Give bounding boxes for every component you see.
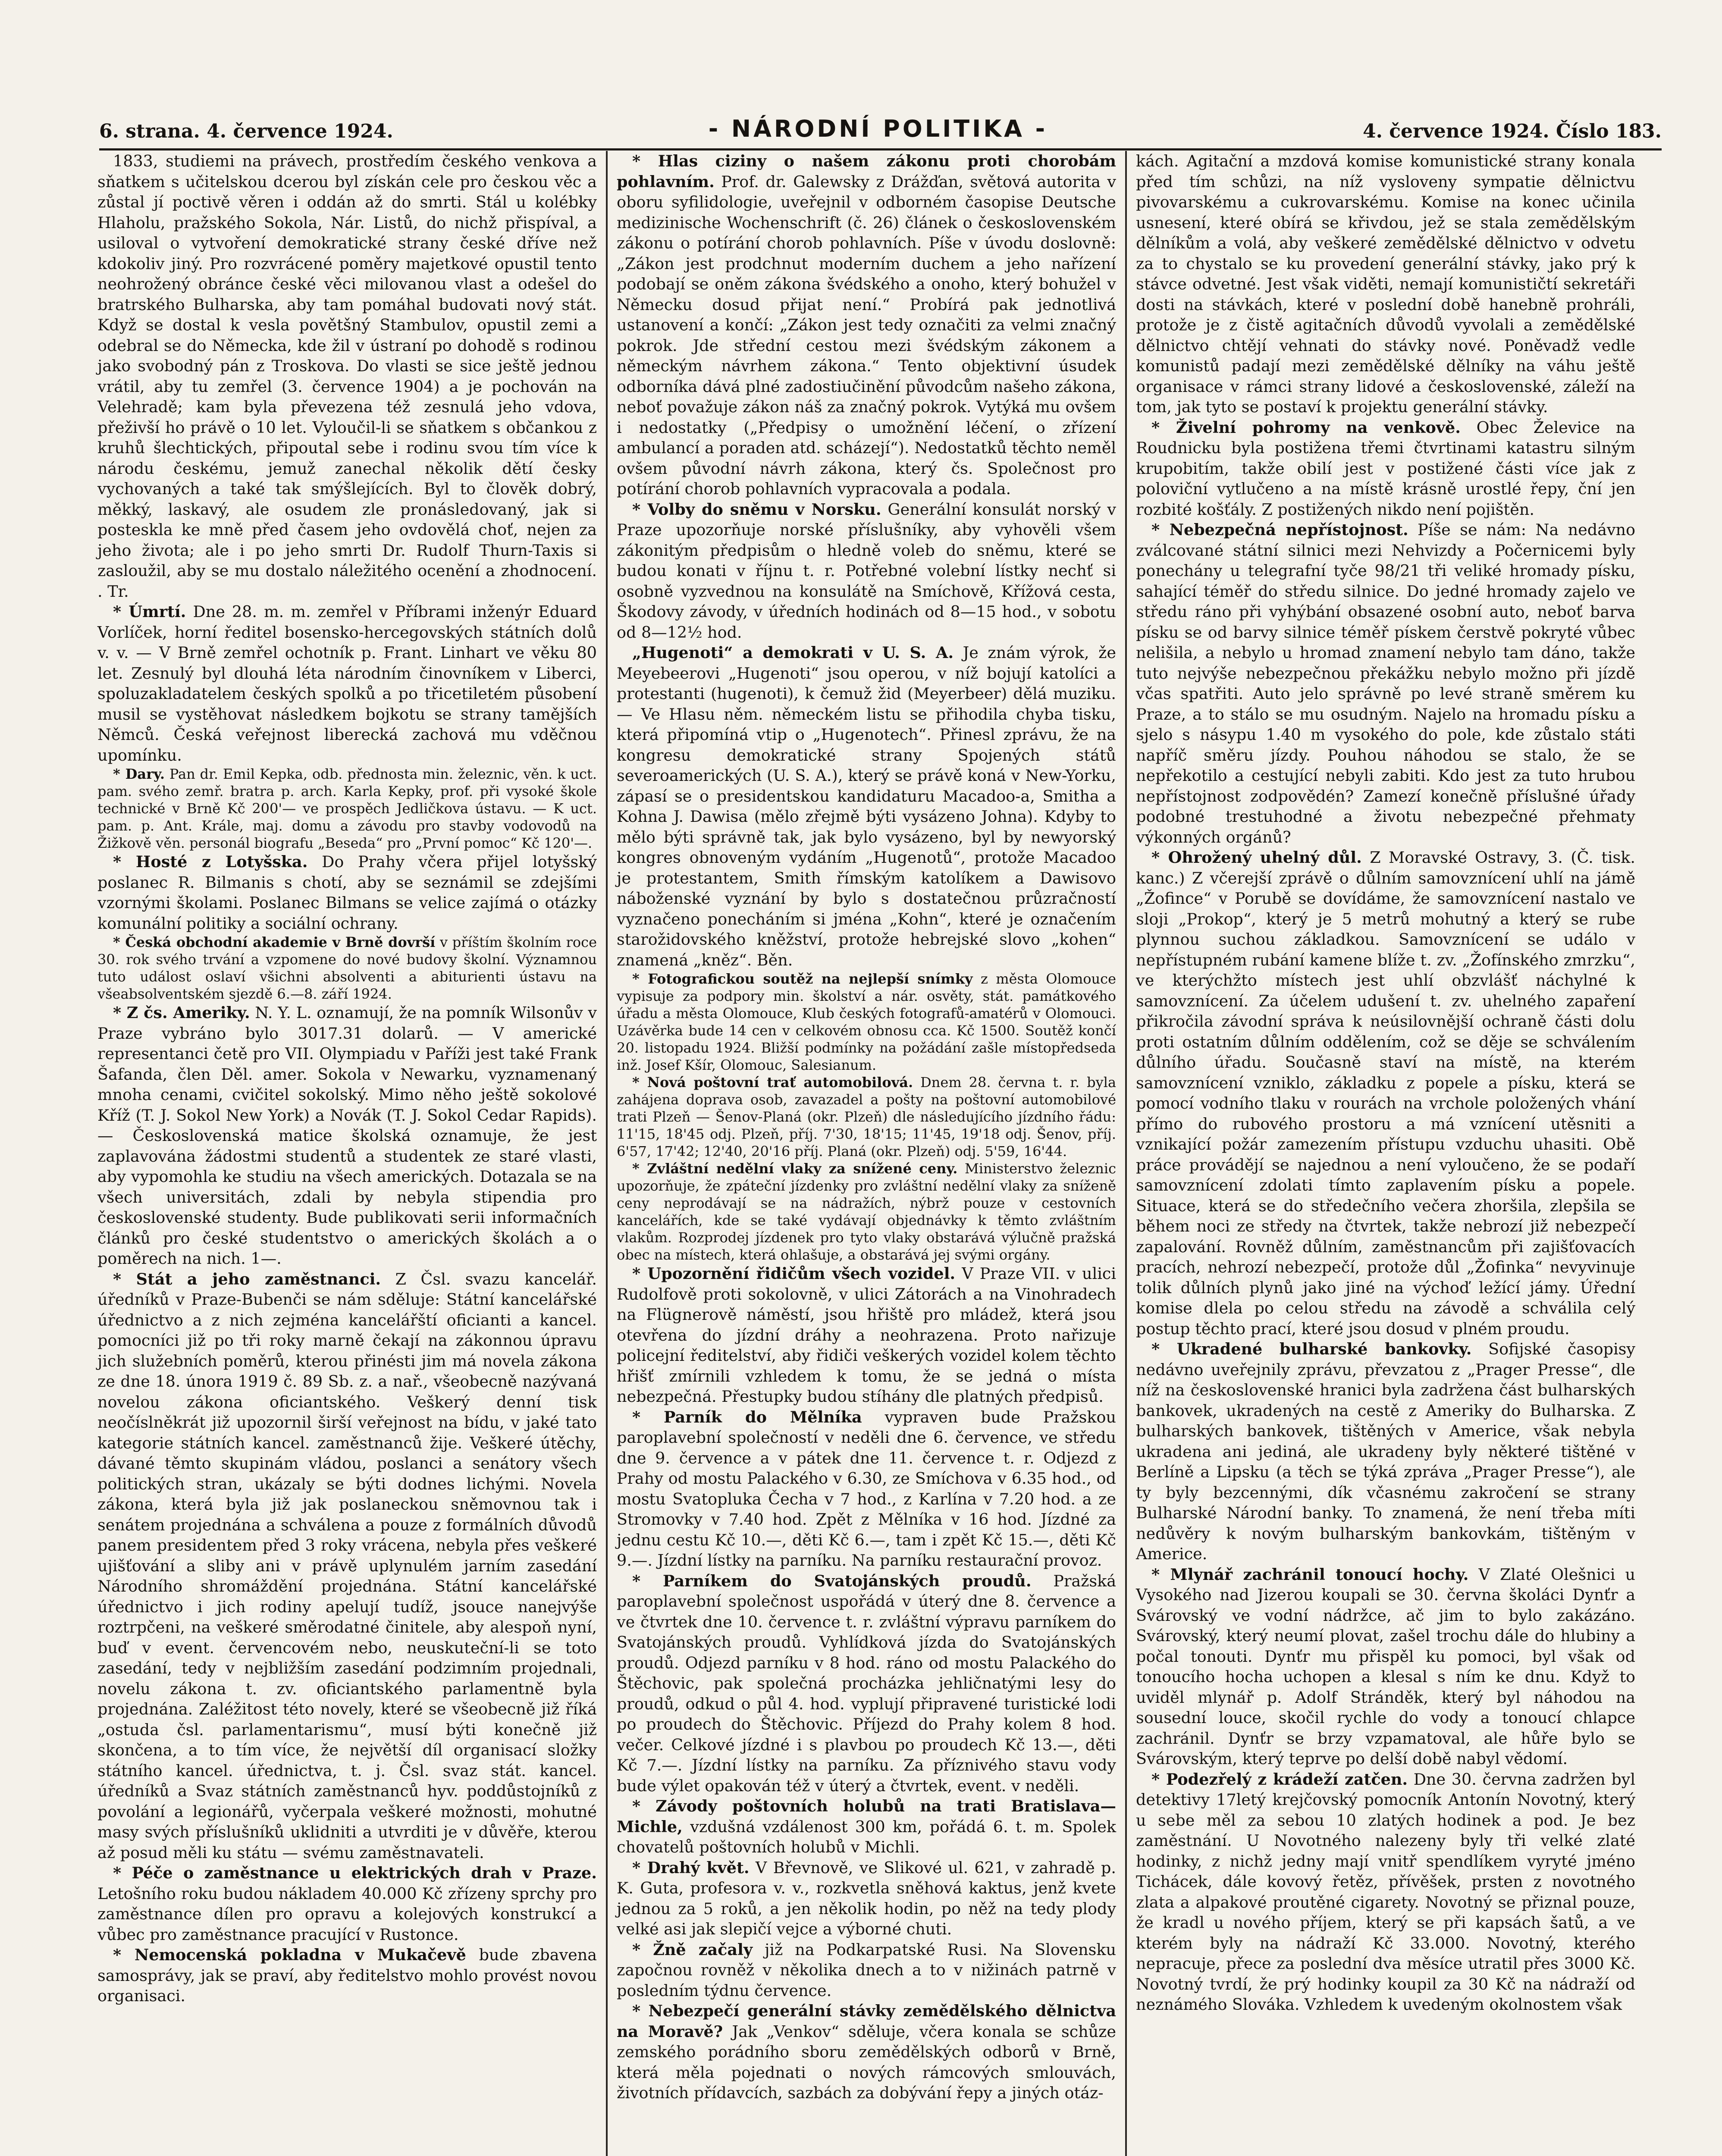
article-paragraph: [617, 1796, 1116, 1858]
article-text: V Praze VII. v ulici Rudolfově proti sokolovně, v ulici Zátorách a na Vinohradech na Flügnerově náměstí, jsou hřiště pro mládež, která jsou otevřena do jízdní dráhy a neohrazena. Proto nařizuje policejní ředitelství, aby řidiči veškerých vozidel kolem těchto hřišť zmírnili vzhledem k tomu, že se jedná o místa nebezpečná. Přestupky budou stíhány dle platných předpisů.: [617, 1264, 1116, 1406]
article-paragraph: [617, 2001, 1116, 2103]
article-heading: „Hugenoti“ a demokrati v U. S. A.: [632, 643, 954, 662]
article-text: Pan dr. Emil Kepka, odb. přednosta min. železnic, věn. k uct. pam. svého zemř. bratra p. arch. Karla Kepky, prof. při vysoké škole technické v Brně Kč 200'— ve prospěch Jedličkova ústavu. — K uct. pam. p. Ant. Krále, maj. domu a závodu pro stavby vodovodů na Žižkově věn. personál biografu „Beseda“ pro „První pomoc“ Kč 120'—.: [97, 766, 597, 851]
article-heading: * Hosté z Lotyšska.: [113, 852, 308, 871]
article-text: v příštím školním roce 30. rok svého trvání a vzpomene do nové budovy školní. Významnou tuto událost oslaví všichni absolventi a abiturienti ústavu na všeabsolventském sjezdě 6.—8. září 1924.: [97, 934, 597, 1002]
article-paragraph: [617, 970, 1116, 1074]
article-heading: * Drahý květ.: [632, 1858, 750, 1877]
article-heading: * Nebezpečná nepřístojnost.: [1151, 520, 1408, 539]
article-text: Obec Želevice na Roudnicku byla postižena třemi čtvrtinami katastru silným krupobitím, takže obilí jest v postižené části více jak z poloviční vytlučeno a na místě krásně urostlé řepy, ční jen rozbité košťály. Z postižených nikdo není pojištěn.: [1136, 418, 1635, 519]
column-rule: [606, 151, 608, 2156]
article-text: Pražská paroplavební společnost uspořádá v úterý dne 8. července a ve čtvrtek dne 10. července t. r. zvláštní výpravu parníkem do Svatojánských proudů. Vyhlídková jízda do Svatojánských proudů. Odjezd parníku v 8 hod. ráno od mostu Palackého do Štěchovic, pak společná procházka jehličnatými lesy do proudů, odkud o půl 4. hod. vyplují připravené turistické lodi po proudech do Štěchovic. Příjezd do Prahy kolem 8 hod. večer. Celkové jízdné i s plavbou po proudech Kč 13.—, děti Kč 7.—. Jízdní lístky na parníku. Za příznivého stavu vody bude výlet opakován též v úterý a čtvrtek, event. v neděli.: [617, 1571, 1116, 1795]
article-text: již na Podkarpatské Rusi. Na Slovensku započnou rovněž v několika dnech a to v nižinách patrně v posledním týdnu července.: [617, 1940, 1116, 2000]
article-text: 1833, studiemi na právech, prostředím českého venkova a sňatkem s učitelskou dcerou byl získán cele pro českou věc a zůstal jí poctivě věren i oddán až do smrti. Stál u kolébky Hlaholu, pražského Sokola, Nár. Listů, do nichž přispíval, a usiloval o vytvoření demokratické strany české dříve než kdokoliv jiný. Pro rozvrácené poměry majetkové opustil tento neohrožený obránce české věci milovanou vlast a odešel do bratrského Bulharska, aby tam pomáhal budovati nový stát. Když se dostal k vesla povětšný Stambulov, opustil zemi a odebral se do Německa, kde žil v ústraní po dohodě s rodinou jako svobodný pán z Troskova. Do vlasti se sice ještě jednou vrátil, aby tu zemřel (3. července 1904) a je pochován na Velehradě; kam byla převezena též zesnulá jeho vdova, přeživší ho právě o 10 let. Vyloučil-li se sňatkem s občankou z kruhů šlechtických, připoutal sebe i rodinu svou tím více k národu českému, jemuž zanechal několik dětí česky vychovaných a také tak smýšlejících. Byl to člověk dobrý, měkký, laskavý, ale osudem zle pronásledovaný, jak si posteskla ke mně před časem jeho ovdovělá choť, nejen za jeho života; ale i po jeho smrti Dr. Rudolf Thurn-Taxis si zasloužil, aby se mu dostalo náležitého ocenění a zhodnocení. . Tr.: [97, 152, 597, 601]
article-heading: * Nebezpečí generální stávky zemědělského dělnictva na Moravě?: [617, 2002, 1116, 2041]
article-paragraph: [1136, 417, 1635, 520]
article-text: Dnem 28. června t. r. byla zahájena doprava osob, zavazadel a pošty na poštovní automobilové trati Plzeň — Šenov-Planá (okr. Plzeň) dle následujícího jízdního řádu: 11'15, 18'45 odj. Plzeň, příj. 7'30, 18'15; 11'45, 19'18 odj. Šenov, příj. 6'57, 17'42; 12'40, 20'16 příj. Planá (okr. Plzeň) odj. 5'59, 16'44.: [617, 1074, 1117, 1159]
article-heading: * Parníkem do Svatojánských proudů.: [632, 1571, 1032, 1590]
article-heading: * Stát a jeho zaměstnanci.: [113, 1269, 381, 1288]
article-paragraph: [1136, 1769, 1635, 2015]
article-heading: * Ohrožený uhelný důl.: [1151, 848, 1362, 867]
article-heading: * Hlas ciziny o našem zákonu proti chorobám pohlavním.: [617, 152, 1116, 191]
article-paragraph: [617, 499, 1116, 643]
article-paragraph: [617, 1160, 1116, 1263]
article-paragraph: [617, 1074, 1116, 1160]
article-text: vzdušná vzdálenost 300 km, pořádá 6. t. m. Spolek chovatelů poštovních holubů v Michli.: [617, 1817, 1116, 1856]
article-paragraph: [1136, 520, 1635, 847]
article-text: Dne 30. června zadržen byl detektivy 17letý krejčovský pomocník Antonín Novotný, který u sebe měl za sebou 10 zlatých hodinek a pod. Je bez zaměstnání. U Novotného nalezeny byly tři velké zlaté hodinky, z nichž jedny mají vnitř spendlíkem vyryté jméno Tichácek, dále kovový řetěz, přívěšek, prsten z novotného zlata a alpakové proutěné cigarety. Novotný se přiznal pouze, že kradl u nového příjem, který se při kapsách šatů, a ve kterém byly na nádraží Kč 33.000. Novotný, kterého nepracuje, přece za poslední dva měsíce utratil přes 3000 Kč. Novotný tvrdí, že prý hodinky koupil za 30 Kč na nádraží od neznámého Slováka. Vzhledem k uvedeným okolnostem však: [1136, 1770, 1635, 2014]
article-paragraph: [97, 852, 597, 934]
article-heading: * Mlynář zachránil tonoucí hochy.: [1151, 1565, 1469, 1584]
article-heading: * Žně začaly: [632, 1940, 753, 1959]
article-heading: * Z čs. Ameriky.: [113, 1003, 250, 1022]
article-paragraph: [97, 1269, 597, 1863]
article-text: Z Moravské Ostravy, 3. (Č. tisk. kanc.) Z včerejší zprávě o důlním samovznícení uhlí na jámě „Žofince“ v Porubě se dovídáme, že samovznícení nastalo ve sloji „Prokop“, který je 5 metrů mohutný a který se rube plynnou suchou základkou. Samovznícení se událo v nepřístupném rubání kamene blíže t. zv. „Žofínského zmrzku“, ve kterýchžto místech jest uhlí obzvlášť náchylné k samovznícení. Za účelem udušení t. zv. uhelného zapaření přikročila závodní správa k neúsilovnější ochraně části dolu proti ostatním důlním oddělením, což se děje se schválením důlního úřadu. Současně staví na místě, na kterém samovznícení vzniklo, základku z popele a písku, která se pomocí vodního tlaku v rourách na vrchole položených vhání přímo do rubového prostoru a má vznícení utěsniti a vznikající požár zamezením přístupu vzduchu uhasiti. Obě práce provádějí se najednou a není vyloučeno, že se podaří samovznícení zdolati tímto zaplavením písku a popele. Situace, která se do středečního večera zhoršila, zlepšila se během noci ze středy na čtvrtek, takže nebrozí již nebezpečí zapalování. Rovněž důlním, zaměstnancům při zajišťovacích pracích, nehrozí nebezpečí, protože důl „Žofinka“ nevyvinuje tolik důlních plynů jako jiné na výchoď ležící jámy. Úřední komise dlela po celou středu na závodě a schválila celý postup těchto prací, které jsou dosud v plném proudu.: [1136, 848, 1635, 1338]
column-2: [610, 151, 1123, 2156]
article-text: Ministerstvo železnic upozorňuje, že zpáteční jízdenky pro zvláštní nedělní vlaky za sníženě ceny neprodávají se na nádražích, nýbrž pouze v cestovních kancelářích, kde se také vydávají objednávky k těmto zvláštním vlakům. Rozprodej jízdenek pro tyto vlaky obstarává výlučně pražská obec na místech, která ohlašuje, a obstarává jej svými orgány.: [617, 1160, 1117, 1263]
column-rule: [1125, 151, 1127, 2156]
header-left: 6. strana. 4. července 1924.: [99, 120, 393, 142]
article-paragraph: [617, 642, 1116, 970]
article-heading: * Volby do sněmu v Norsku.: [632, 500, 881, 519]
article-text: Dne 28. m. m. zemřel v Příbrami inženýr Eduard Vorlíček, horní ředitel bosensko-hercegovských státních dolů v. v. — V Brně zemřel ochotník p. Frant. Linhart ve věku 80 let. Zesnulý byl dlouhá léta národním činovníkem v Liberci, spoluzakladatelem českých spolků a po třicetiletém působení musil se vystěhovat následkem bojkotu se strany tamějších Němců. Česká veřejnost liberecká zachová mu vděčnou upomínku.: [97, 602, 597, 765]
article-paragraph: [617, 1407, 1116, 1571]
article-text: Do Prahy včera přijel lotyšský poslanec R. Bilmanis s chotí, aby se seznámil se zdejšími vzornými školami. Poslanec Bilmans se velice zajímá o otázky komunální politiky a sociální ochrany.: [97, 852, 597, 933]
article-paragraph: [1136, 1339, 1635, 1564]
article-heading: * Dary.: [113, 766, 165, 782]
article-paragraph: [97, 1003, 597, 1269]
article-text: Je znám výrok, že Meyebeerovi „Hugenoti“ jsou operou, v níž bojují katolíci a protestanti (hugenoti), k čemuž žid (Meyerbeer) dělá muziku. — Ve Hlasu něm. německém listu se přihodila chyba tisku, která připomíná vtip o „Hugenotech“. Přinesl zprávu, že na kongresu demokratické strany Spojených států severoamerických (U. S. A.), který se právě koná v New-Yorku, zápasí se o presidentskou kandidaturu Macadoo-a, Smitha a Kohna J. Dawisa (mělo zřejmě býti vysázeno Johna). Kdyby to mělo býti správně tak, jak bylo vysázeno, byl by newyorský kongres obnoveným vydáním „Hugenotů“, protože Macadoo je protestantem, Smith římským katolíkem a Dawisovo náboženské vyznání by bylo s dostatečnou průzračností vyznačeno ponecháním si jména „Kohn“, které je označením starožidovského kněžství, protože hebrejské slovo „kohen“ znamená „kněz“. Běn.: [617, 643, 1116, 969]
article-heading: * Zvláštní nedělní vlaky za snížené ceny.: [632, 1160, 958, 1177]
article-heading: * Závody poštovních holubů na trati Bratislava—Michle,: [617, 1797, 1116, 1836]
page-header: [99, 108, 1662, 150]
article-paragraph: [1136, 151, 1635, 417]
article-text: z města Olomouce vypisuje za podpory min. školství a nár. osvěty, stát. památkového úřadu a města Olomouce, Klub českých fotografů-amatérů v Olomouci. Uzávěrka bude 14 cen v celkovém obnosu cca. Kč 1500. Soutěž končí 20. listopadu 1924. Bližší podmínky na požádání zašle místopředseda inž. Josef Kšír, Olomouc, Salesianum.: [617, 971, 1117, 1073]
columns: [91, 151, 1652, 2156]
article-heading: * Živelní pohromy na venkově.: [1151, 418, 1461, 437]
article-paragraph: [97, 1863, 597, 1945]
article-text: Letošního roku budou nákladem 40.000 Kč zřízeny sprchy pro zaměstnance dílen pro opravu a kolejových konstrukcí a vůbec pro zaměstnance pracující v Rustonce.: [97, 1884, 597, 1944]
header-right: 4. července 1924. Číslo 183.: [1362, 120, 1662, 142]
article-text: V Zlaté Olešnici u Vysokého nad Jizerou koupali se 30. června školáci Dynťr a Svárovský ve vodní nádržce, ač jim to bylo zakázáno. Svárovský, který neumí plovat, zašel trochu dále do hlubiny a počal tonouti. Dynťr mu přispěl ku pomoci, byl však od tonoucího hocha uchopen a klesal s ním ke dnu. Když to uviděl mlynář p. Adolf Stránděk, který byl náhodou na sousední louce, skočil rychle do vody a tonoucí chlapce zachránil. Dynťr se brzy vzpamatoval, ale hůře bylo se Svárovským, který teprve po delší době nabyl vědomí.: [1136, 1565, 1636, 1768]
article-paragraph: [617, 151, 1116, 499]
article-text: Píše se nám: Na nedávno zválcované státní silnici mezi Nehvizdy a Počernicemi byly ponechány u telegrafní tyče 98/21 tři veliké hromady písku, sahající téměř do středu silnice. Do jedné hromady zajelo ve středu ráno při vyhýbání obsazené osobní auto, neboť barva písku se od barvy silnice téměř pískem čerstvě pokryté vůbec nelišila, a nebylo u hromad znamení nebylo tam dáno, takže tuto nejvýše nebezpečnou překážku nebylo možno při jízdě včas spatřiti. Auto jelo správně po levé straně směrem ku Praze, a to stálo se mu osudným. Najelo na hromadu písku a sjelo s násypu 1.40 m vysokého do pole, kde zůstalo státi napříč směru jízdy. Pouhou náhodou se stalo, že se nepřekotilo a cestující nebyli zabiti. Kdo jest za tuto hrubou nepřístojnost zodpovědén? Zamezí konečně příslušné úřady podobné trestuhodné a životu nebezpečné přehmaty výkonných orgánů?: [1136, 520, 1635, 846]
article-paragraph: [97, 1945, 597, 2006]
article-paragraph: [97, 934, 597, 1003]
article-heading: * Nová poštovní trať automobilová.: [632, 1074, 913, 1091]
article-heading: * Upozornění řidičům všech vozidel.: [632, 1264, 956, 1283]
article-heading: * Nemocenská pokladna v Mukačevě: [113, 1946, 466, 1964]
article-text: vypraven bude Pražskou paroplavební společností v neděli dne 6. července, ve středu dne 9. července a v pátek dne 11. července t. r. Odjezd z Prahy od mostu Palackého v 6.30, ze Smíchova v 6.35 hod., od mostu Svatopluka Čecha v 7 hod., z Karlína v 7.20 hod. a ze Stromovky v 7.40 hod. Zpět z Mělníka v 16 hod. Jízdné za jednu cestu Kč 10.—, děti Kč 6.—, tam i zpět Kč 15.—, děti Kč 9.—. Jízdní lístky na parníku. Na parníku restaurační provoz.: [617, 1407, 1116, 1570]
article-heading: * Úmrtí.: [113, 602, 186, 621]
article-text: Z Čsl. svazu kancelář. úředníků v Praze-Bubenči se nám sděluje: Státní kancelářské úřednictvo a z nich zejména kancelářští oficianti a kancel. pomocníci již po tři roky marně čekají na zákonnou úpravu jich služebních poměrů, kterou přinésti jim má novela zákona ze dne 18. února 1919 č. 89 Sb. z. a nař., všeobecně nazývaná novelou zákona oficiantského. Veškerý denní tisk neočíslněkrát již upozornil širší veřejnost na bídu, v jaké tato kategorie státních kancel. zaměstnanců žije. Veškeré útěchy, dávané těmto skupinám vládou, poslanci a senátory všech politických stran, ukázaly se býti dodnes lichými. Novela zákona, která byla již jak poslaneckou sněmovnou tak i senátem projednána a schválena a pouze z formálních důvodů panem presidentem před 3 roky vrácena, nebyla přes veškeré ujišťování a sliby ani v právě uplynulém jarním zasedání Národního shromáždění projednána. Státní kancelářské úřednictvo i jich rodiny apelují tudíž, jsouce nanejvýše roztrpčeni, na veškeré směrodatné činitele, aby alespoň nyní, buď v event. červencovém nebo, neuskuteční-li se toto zasedání, tedy v nejbližším zasedání podzimním projednali, novelu zákona t. zv. oficiantského parlamentně byla projednána. Zaléžitost této novely, které se všeobecně již říká „ostuda čsl. parlamentarismu“, musí býti konečně již skončena, a to tím více, že největší díl organisací složky státního kancel. úřednictva, t. j. Čsl. svaz stát. kancel. úředníků a Svaz státních zaměstnanců hyv. poddůstojníků z povolání a legionářů, vyčerpala veškeré možnosti, mohutné masy svých příslušníků uklidniti a utvrditi je v důvěře, kterou až posud měli ku státu — svému zaměstnavateli.: [97, 1269, 597, 1862]
article-paragraph: [617, 1940, 1116, 2001]
article-text: Generální konsulát norský v Praze upozorňuje norské příslušníky, aby vyhověli všem zákonitým předpisům o hledně voleb do sněmu, které se budou konati v říjnu t. r. Potřebné volební lístky nechť si osobně vyzvednou na konsulátě na Smíchově, Křížová cesta, Škodovy závody, v úředních hodinách od 8—15 hod., v sobotu od 8—12½ hod.: [617, 500, 1116, 642]
article-heading: * Fotografickou soutěž na nejlepší snímky: [632, 971, 973, 987]
article-text: N. Y. L. oznamují, že na pomník Wilsonův v Praze vybráno bylo 3017.31 dolarů. — V americké representanci četě pro VII. Olympiadu v Paříži jest také Frank Šafanda, člen Děl. amer. Sokola v Newarku, vyznamenaný mnoha cenami, cvičitel sokolský. Mimo něho ještě sokolové Kříž (T. J. Sokol New York) a Novák (T. J. Sokol Cedar Rapids). — Československá matice školská oznamuje, že jest zaplavována žádostmi studentů a studentek ze staré vlasti, aby vypomohla ke studiu na všech amerických. Dotazala se na všech universitách, zdali by nebyla stipendia pro československé studenty. Bude publikovati serii informačních článků pro české studentstvo o amerických školách a o poměrech na nich. 1—.: [97, 1003, 597, 1268]
column-3: [1129, 151, 1642, 2156]
article-heading: * Česká obchodní akademie v Brně dovrší: [113, 934, 436, 950]
article-paragraph: [617, 1858, 1116, 1940]
article-paragraph: [1136, 847, 1635, 1339]
article-paragraph: [617, 1571, 1116, 1796]
article-text: bude zbavena samosprávy, jak se praví, aby ředitelstvo mohlo provést novou organisaci.: [97, 1946, 597, 2005]
article-text: Prof. dr. Galewsky z Drážďan, světová autorita v oboru syfilidologie, uveřejnil v odborném časopise Deutsche medizinische Wochenschrift (č. 26) článek o československém zákonu o potírání chorob pohlavních. Píše v úvodu doslovně: „Zákon jest prodchnut moderním duchem a jeho nařízení podobají se oněm zákona švédského a onoho, který bohužel v Německu dosud přijat není.“ Probírá pak jednotlivá ustanovení a končí: „Zákon jest tedy označiti za velmi značný pokrok. Jde střední cestou mezi švédským zákonem a německým návrhem zákona.“ Tento objektivní úsudek odborníka dává plné zadostiučinění původcům našeho zákona, neboť považuje zákon náš za značný pokrok. Vytýká mu ovšem i nedostatky („Předpisy o umožnění léčení, o zřízení ambulancí a poraden atd. scházejí“). Nedostatků těchto neměl ovšem původní návrh zákona, který čs. Společnost pro potírání chorob pohlavních vypracovala a podala.: [617, 172, 1117, 498]
article-heading: * Parník do Mělníka: [632, 1407, 862, 1426]
article-heading: * Péče o zaměstnance u elektrických drah v Praze.: [113, 1864, 597, 1882]
article-paragraph: [97, 602, 597, 765]
article-text: V Břevnově, ve Slikové ul. 621, v zahradě p. K. Guta, profesora v. v., rozkvetla sněhová kaktus, jenž kvete jednou za 5 roků, a jen několik hodin, po něž na tedy plody velké asi jak slepičí vejce a výborné chuti.: [617, 1858, 1116, 1938]
article-text: Sofijské časopisy nedávno uveřejnily zprávu, převzatou z „Prager Presse“, dle níž na československé hranici byla zadržena část bulharských bankovek, ukradených na cestě z Ameriky do Bulharska. Z bulharských bankovek, tištěných v Americe, však nebyla ukradena ani jediná, ale ukradeny byly některé tištěné v Berlíně a Lipsku (a těch se týká zpráva „Prager Presse“), ale ty byly bezcennými, dík včasnému zakročení se strany Bulharské Národní banky. To znamená, že není třeba míti nedůvěry k novým bulharským bankovkám, tištěným v Americe.: [1136, 1340, 1635, 1563]
masthead: - NÁRODNÍ POLITIKA -: [708, 115, 1048, 142]
column-1: [91, 151, 604, 2156]
article-text: kách. Agitační a mzdová komise komunistické strany konala před tím schůzi, na níž vysloveny sympatie dělnictvu pivovarskému a cukrovarskému. Komise na konec učinila usnesení, které obírá se křivdou, jež se stala zemědělským dělníkům a volá, aby veškeré zemědělské dělnictvo v odvetu za to chystalo se ku provedení generální stávky, jako prý k stávce odvetné. Jest však viděti, nemají komunističtí sekretáři dosti na stávkách, které v poslední době hanebně prohráli, protože je z čistě agitačních důvodů vyvolali a zemědělské dělnictvo chtějí vehnati do stávky nové. Poněvadž vedle komunistů padají mezi zemědělské dělníky na váhu ještě organisace v rámci strany lidové a československé, záleží na tom, jak tyto se postaví k projektu generální stávky.: [1136, 152, 1635, 416]
article-heading: * Ukradené bulharské bankovky.: [1151, 1340, 1472, 1358]
article-heading: * Podezřelý z krádeží zatčen.: [1151, 1770, 1408, 1789]
article-paragraph: [1136, 1564, 1635, 1769]
article-text: Jak „Venkov“ sděluje, včera konala se schůze zemského porádního sboru zemědělských odborů v Brně, která měla pojednati o nových rámcových smlouvách, životních přídavcích, sazbách za dobývání řepy a jiných otáz-: [617, 2022, 1116, 2102]
article-paragraph: [617, 1263, 1116, 1407]
article-paragraph: [97, 765, 597, 852]
article-paragraph: [97, 151, 597, 602]
